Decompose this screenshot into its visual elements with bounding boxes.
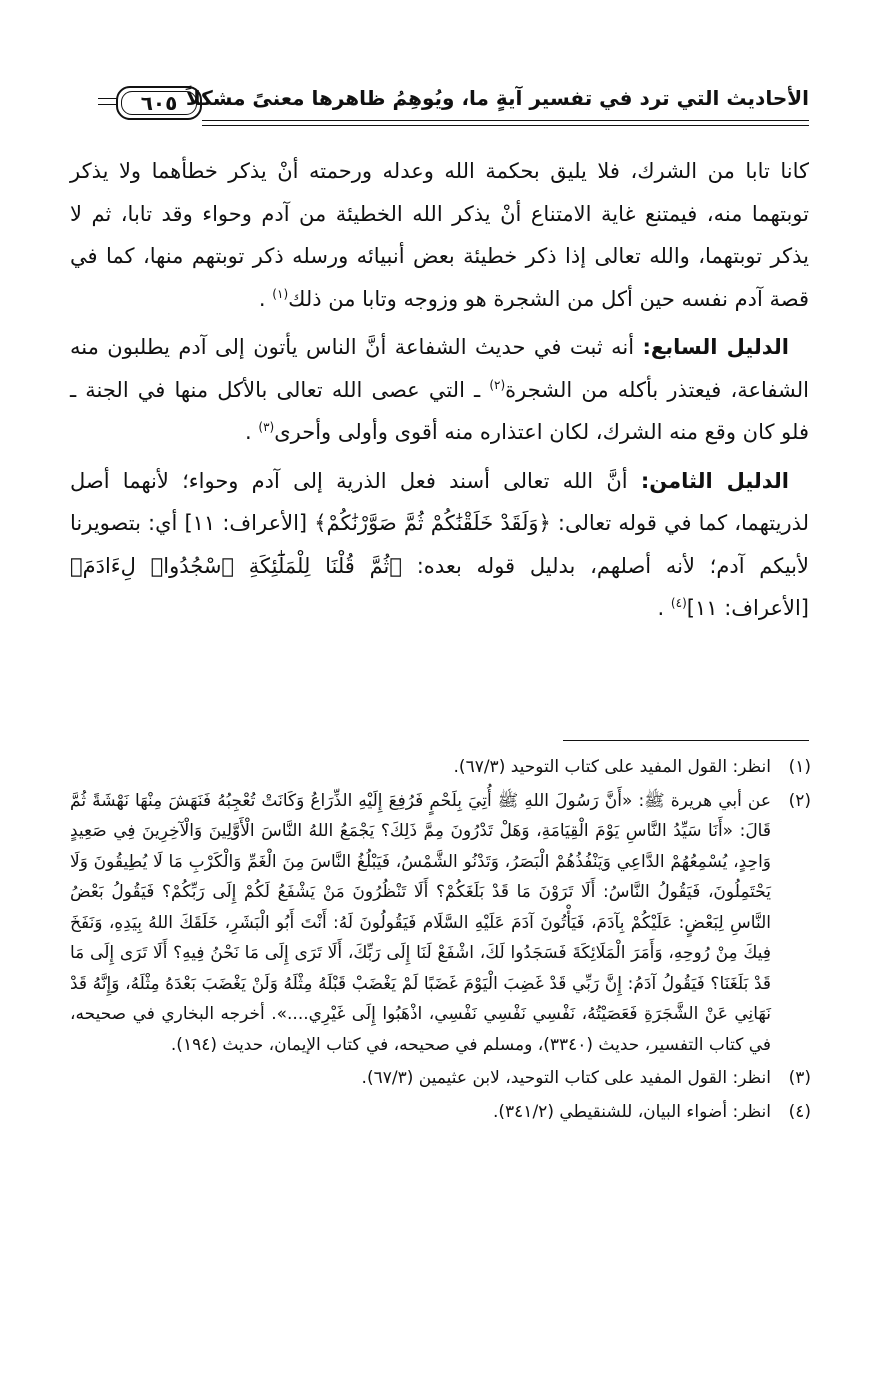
page-header (104, 84, 809, 130)
footnote-separator (563, 740, 809, 741)
footnote-ref-4: (٤) (670, 596, 687, 610)
footnote-ref-1: (١) (272, 286, 289, 301)
footnote-3: (٣) انظر: القول المفيد على كتاب التوحيد، لابن عثيمين (٦٧/٣). (361, 1068, 811, 1088)
main-text (70, 150, 809, 636)
footnote-2: (٢) عن أبي هريرة ﷺ: «أَنَّ رَسُولَ اللهِ ﷺ أُتِيَ بِلَحْمٍ فَرُفِعَ إِلَيْهِ الذِّرَاعُ وَكَانَتْ تُعْجِبُهُ فَنَهَشَ مِنْهَا نَهْشَةً ثُمَّ قَالَ: «أَنَا سَيِّدُ النَّاسِ يَوْمَ الْقِيَامَةِ، وَهَلْ تَدْرُونَ مِمَّ ذَلِكَ؟ يَجْمَعُ اللهُ النَّاسَ الْأَوَّلِينَ وَالْآخِرِينَ فِي صَعِيدٍ وَاحِدٍ، يُسْمِعُهُمْ الدَّاعِي وَيَنْفُذُهُمْ الْبَصَرُ، وَتَدْنُو الشَّمْسُ، فَيَبْلُغُ النَّاسَ مِنَ الْغَمِّ وَالْكَرْبِ مَا لَا يُطِيقُونَ وَلَا يَحْتَمِلُونَ، فَيَقُولُ النَّاسُ: أَلَا تَرَوْنَ مَا قَدْ بَلَغَكُمْ؟ أَلَا تَنْظُرُونَ مَنْ يَشْفَعُ لَكُمْ إِلَى رَبِّكُمْ؟ فَيَقُولُ بَعْضُ النَّاسِ لِبَعْضٍ: عَلَيْكُمْ بِآدَمَ، فَيَأْتُونَ آدَمَ عَلَيْهِ السَّلَام فَيَقُولُونَ لَهُ: أَنْتَ أَبُو الْبَشَرِ، خَلَقَكَ اللهُ بِيَدِهِ، وَنَفَخَ فِيكَ مِنْ رُوحِهِ، وَأَمَرَ الْمَلَائِكَةَ فَسَجَدُوا لَكَ، اشْفَعْ لَنَا إِلَى رَبِّكَ، أَلَا تَرَى إِلَى مَا نَحْنُ فِيهِ؟ أَلَا تَرَى إِلَى مَا قَدْ بَلَغَنَا؟ فَيَقُولُ آدَمُ: إِنَّ رَبِّي قَدْ غَضِبَ الْيَوْمَ غَضَبًا لَمْ يَغْضَبْ قَبْلَهُ مِثْلَهُ وَلَنْ يَغْضَبَ بَعْدَهُ مِثْلَهُ، وَإِنَّهُ قَدْ نَهَانِي عَنْ الشَّجَرَةِ فَعَصَيْتُهُ، نَفْسِي نَفْسِي نَفْسِي، اذْهَبُوا إِلَى غَيْرِي....». أخرجه البخاري في صحيحه، في كتاب التفسير، حديث (٣٣٤٠)، ومسلم في صحيحه، في كتاب الإيمان، حديث (١٩٤). (70, 790, 811, 1055)
header-rule-left-2 (98, 104, 118, 105)
header-rule-2 (202, 125, 809, 126)
running-title: الأحاديث التي ترد في تفسير آيةٍ ما، ويُوهِمُ ظاهرها معنىً مشكلاً (185, 86, 809, 110)
paragraph-1: كانا تابا من الشرك، فلا يليق بحكمة الله وعدله ورحمته أنْ يذكر خطأهما ولا يذكر توبتهما منه، فيمتنع غاية الامتناع أنْ يذكر الله الخطيئة من آدم وحواء وقد تابا، ثم لا يذكر توبتهما، والله تعالى إذا ذكر خطيئة بعض أنبيائه ورسله ذكر توبتهم منها، كما في قصة آدم نفسه حين أكل من الشجرة هو وزوجه وتابا من ذلك$^{(١)}$ . (70, 159, 809, 311)
evidence-seven-heading: الدليل السابع: (642, 335, 789, 359)
page-number-frame (116, 86, 202, 120)
header-rule-left (98, 98, 118, 99)
footnote-4: (٤) انظر: أضواء البيان، للشنقيطي (٣٤١/٢). (493, 1101, 811, 1122)
header-rule (202, 120, 809, 121)
footnotes (70, 752, 811, 1130)
page-number: ٦٠٥ (140, 91, 178, 115)
paragraph-2: الدليل السابع: أنه ثبت في حديث الشفاعة أنَّ الناس يأتون إلى آدم يطلبون منه الشفاعة، فيعتذر بأكله من الشجرة$^{(٢)}$ ـ التي عصى الله تعالى بالأكل منها في الجنة ـ فلو كان وقع منه الشرك، لكان اعتذاره منه أقوى وأولى وأحرى$^{(٣)}$ . (70, 335, 810, 444)
footnote-ref-2: (٢) (489, 377, 506, 392)
evidence-eight-heading: الدليل الثامن: (640, 468, 789, 493)
paragraph-3: الدليل الثامن: أنَّ الله تعالى أسند فعل الذرية إلى آدم وحواء؛ لأنهما أصل لذريتهما، كما في قوله تعالى: ﴿وَلَقَدْ خَلَقْنَٰكُمْ ثُمَّ صَوَّرْنَٰكُمْ﴾ [الأعراف: ١١] أي: بتصويرنا لأبيكم آدم؛ لأنه أصلهم، بدليل قوله بعده: ﴿ثُمَّ قُلْنَا لِلْمَلَٰٓئِكَةِ ٱسْجُدُوا۟ لِءَادَمَ﴾ [الأعراف: ١١]$^{(٤)}$ . (70, 468, 810, 620)
footnote-ref-3: (٣) (258, 420, 275, 434)
footnote-1: (١) انظر: القول المفيد على كتاب التوحيد (٦٧/٣). (453, 757, 811, 777)
